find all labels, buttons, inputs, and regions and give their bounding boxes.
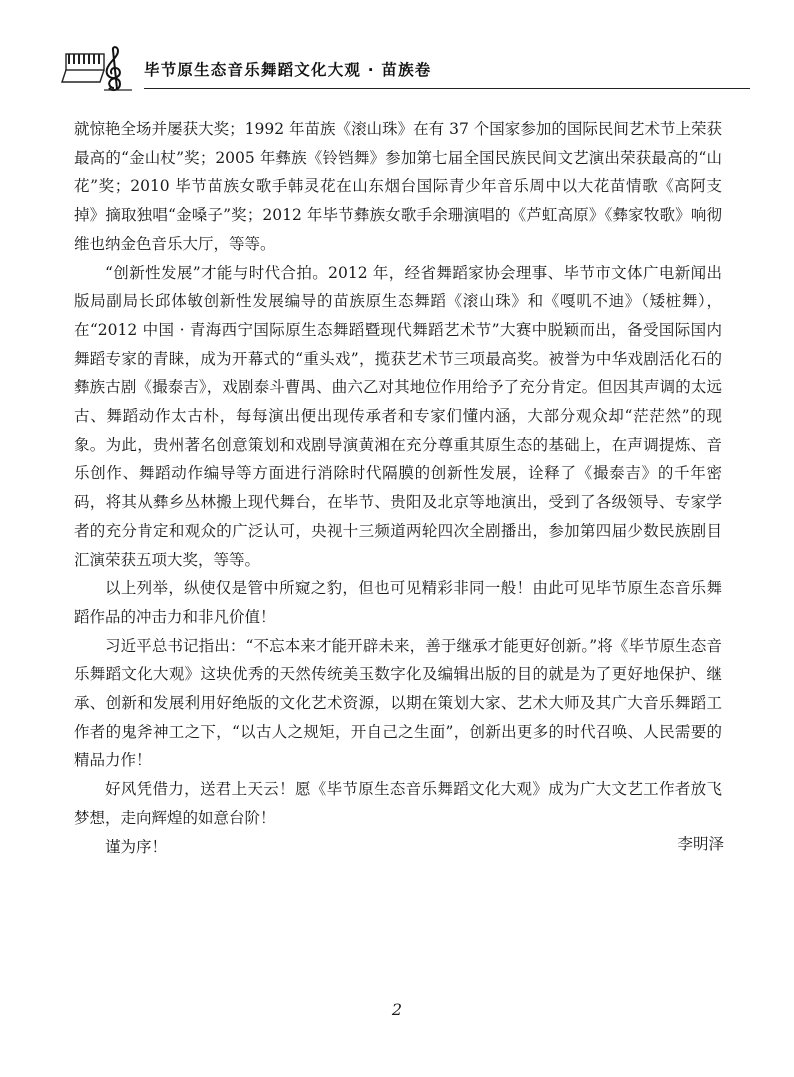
paragraph-3: 以上列举，纵使仅是管中所窥之豹，但也可见精彩非同一般！由此可见毕节原生态音乐舞蹈作品的冲击力和非凡价值！	[74, 579, 722, 626]
preface-body	[74, 115, 722, 861]
paragraph-4: 习近平总书记指出：“不忘本来才能开辟未来，善于继承才能更好创新。”将《毕节原生态音乐舞蹈文化大观》这块优秀的天然传统美玉数字化及编辑出版的目的就是为了更好地保护、继承、创新和发展利用好绝版的文化艺术资源，以期在策划大家、艺术大师及其广大音乐舞蹈工作者的鬼斧神工之下，“以古人之规矩，开自己之生面”，创新出更多的时代召唤、人民需要的精品力作！	[74, 636, 722, 770]
closing-line: 谨为序！	[105, 837, 168, 856]
header-title: 毕节原生态音乐舞蹈文化大观 · 苗族卷	[144, 61, 432, 79]
paragraph-1: 就惊艳全场并屡获大奖；1992 年苗族《滚山珠》在有 37 个国家参加的国际民间艺术节上荣获最高的“金山杖”奖；2005 年彝族《铃铛舞》参加第七届全国民族民间文艺演出荣获最高的“山花”奖；2010 毕节苗族女歌手韩灵花在山东烟台国际青少年音乐周中以大花苗情歌《高阿支掉》摘取独唱“金嗓子”奖；2012 年毕节彝族女歌手余珊演唱的《芦虹高原》《彝家牧歌》响彻维也纳金色音乐大厅，等等。	[74, 120, 722, 253]
header-divider	[144, 88, 750, 89]
paragraph-2: “创新性发展”才能与时代合拍。2012 年，经省舞蹈家协会理事、毕节市文体广电新闻出版局副局长邱体敏创新性发展编导的苗族原生态舞蹈《滚山珠》和《嘎叽不迪》（矮桩舞），在“2012 中国 · 青海西宁国际原生态舞蹈暨现代舞蹈艺术节”大赛中脱颖而出，备受国际国内舞蹈专家的青睐，成为开幕式的“重头戏”，揽获艺术节三项最高奖。被誉为中华戏剧活化石的彝族古剧《撮泰吉》，戏剧泰斗曹禺、曲六乙对其地位作用给予了充分肯定。但因其声调的太远古、舞蹈动作太古朴，每每演出便出现传承者和专家们懂内涵，大部分观众却“茫茫然”的现象。为此，贵州著名创意策划和戏剧导演黄湘在充分尊重其原生态的基础上，在声调提炼、音乐创作、舞蹈动作编导等方面进行消除时代隔膜的创新性发展，诠释了《撮泰吉》的千年密码，将其从彝乡丛林搬上现代舞台，在毕节、贵阳及北京等地演出，受到了各级领导、专家学者的充分肯定和观众的广泛认可，央视十三频道两轮四次全剧播出，参加第四届少数民族剧目汇演荣获五项大奖，等等。	[74, 263, 722, 569]
page-header	[60, 44, 750, 96]
piano-treble-clef-logo	[60, 44, 132, 96]
paragraph-5: 好风凭借力，送君上天云！愿《毕节原生态音乐舞蹈文化大观》成为广大文艺工作者放飞梦想，走向辉煌的如意台阶！	[74, 780, 722, 827]
author-signature: 李明泽	[677, 835, 724, 853]
page-number: 2	[391, 1000, 403, 1019]
